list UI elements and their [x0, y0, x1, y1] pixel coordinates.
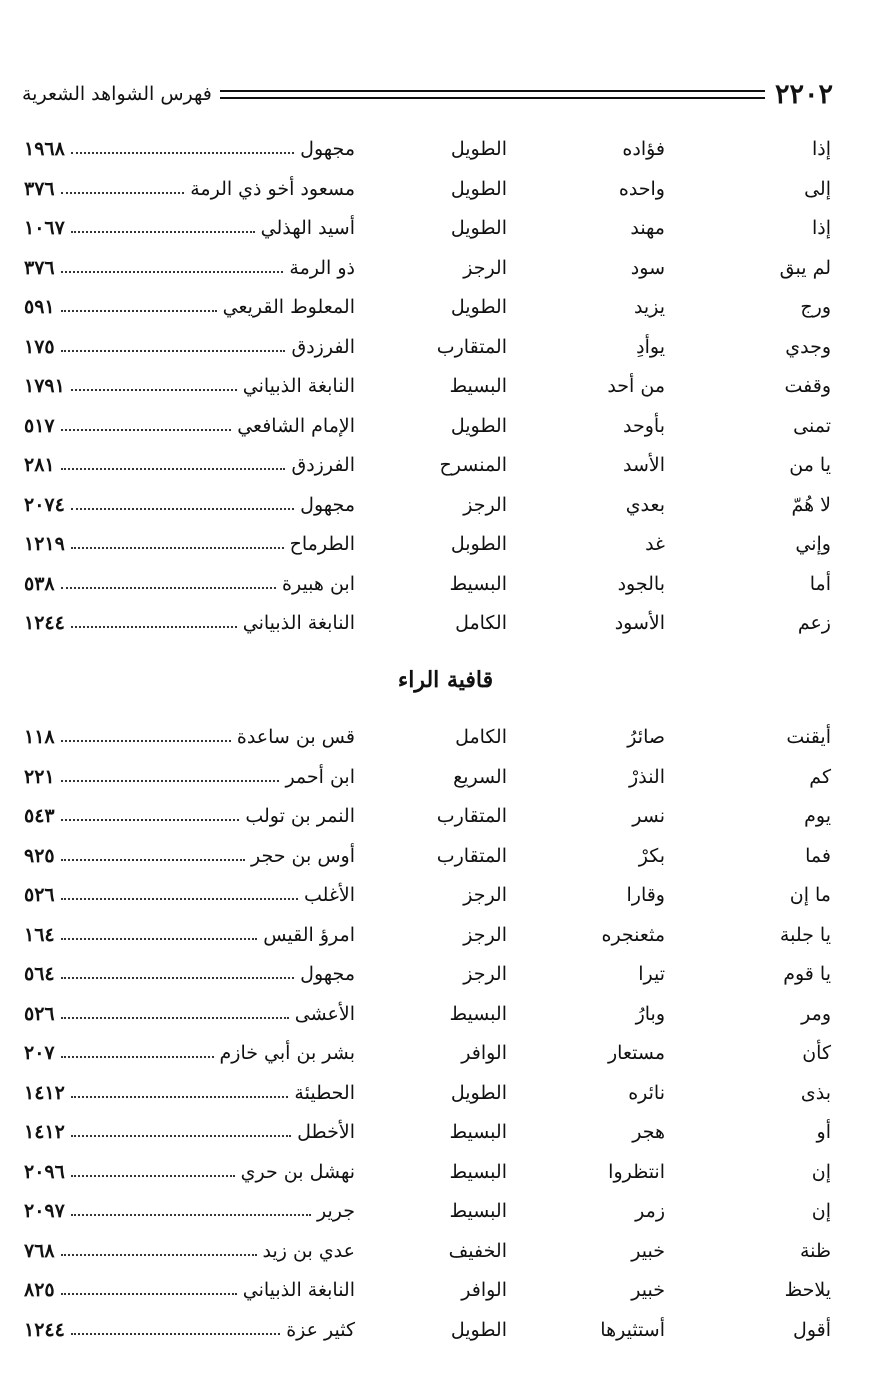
- poet-name: الفرزدق: [291, 335, 355, 358]
- rhyme-word: يوأدِ: [636, 335, 665, 358]
- page-reference: ٧٦٨: [24, 1239, 55, 1262]
- dot-leader: [61, 1254, 257, 1256]
- verse-opening-word: ومر: [801, 1002, 831, 1025]
- dot-leader: [71, 1175, 235, 1177]
- rhyme-word: النذرْ: [629, 765, 665, 788]
- dot-leader: [71, 626, 237, 628]
- index-entry: [0, 995, 891, 1033]
- rhyme-word: وبارُ: [635, 1002, 665, 1025]
- poet-name: قس بن ساعدة: [236, 726, 355, 748]
- page-reference: ٢٨١: [24, 454, 55, 476]
- poet-name: النابغة الذبياني: [242, 1279, 355, 1301]
- index-entry: [0, 1034, 891, 1072]
- dot-leader: [71, 231, 255, 233]
- poetic-meter: البسيط: [449, 572, 507, 595]
- rhyme-word: فؤاده: [622, 138, 665, 160]
- page-reference: ١٢٤٤: [24, 612, 65, 634]
- dot-leader: [61, 587, 276, 589]
- dot-leader: [61, 938, 258, 940]
- dot-leader: [61, 350, 286, 352]
- poetic-meter: المتقارب: [436, 805, 507, 827]
- poet-and-page: [24, 876, 355, 914]
- page-reference: ٣٧٦: [24, 177, 55, 200]
- poetic-meter: البسيط: [449, 375, 507, 397]
- poetic-meter: الطوبل: [450, 533, 507, 555]
- poetic-meter: البسيط: [449, 1002, 507, 1025]
- poetic-meter: الكامل: [455, 612, 507, 634]
- page-reference: ١٠٦٧: [24, 217, 65, 239]
- verse-opening-word: يا جلبة: [779, 923, 831, 946]
- page-reference: ٢٢١: [24, 765, 55, 788]
- verse-opening-word: أقول: [793, 1318, 831, 1341]
- page-reference: ١٢١٩: [24, 533, 65, 555]
- verse-opening-word: فما: [805, 844, 831, 867]
- poet-name: نهشل بن حري: [240, 1160, 355, 1183]
- header-rule: [220, 90, 765, 99]
- verse-opening-word: يا قوم: [783, 963, 831, 985]
- poetic-meter: الرجز: [463, 493, 507, 516]
- dot-leader: [71, 1135, 291, 1137]
- poet-name: أوس بن حجر: [251, 844, 355, 867]
- rhyme-word: مستعار: [608, 1042, 665, 1064]
- rhyme-word: بالجود: [617, 572, 665, 595]
- dot-leader: [61, 429, 232, 431]
- poet-and-page: [24, 367, 355, 405]
- poet-name: امرؤ القيس: [263, 923, 355, 946]
- rhyme-word: صائرُ: [627, 726, 665, 748]
- poet-name: الحطيئة: [294, 1081, 355, 1104]
- poetic-meter: الرجز: [463, 256, 507, 279]
- verse-opening-word: إن: [811, 1200, 831, 1222]
- index-entry: [0, 1311, 891, 1349]
- poetic-meter: الوافر: [461, 1042, 507, 1064]
- verse-opening-word: أما: [809, 572, 831, 595]
- poet-and-page: [24, 407, 355, 445]
- page-reference: ٢٠٩٦: [24, 1160, 65, 1183]
- verse-opening-word: يلاحظ: [784, 1279, 831, 1301]
- poet-name: الأغلب: [304, 884, 355, 906]
- dot-leader: [61, 740, 231, 742]
- poet-name: جرير: [317, 1200, 355, 1222]
- poet-and-page: [24, 1113, 355, 1151]
- dot-leader: [61, 898, 298, 900]
- poetic-meter: المتقارب: [436, 335, 507, 358]
- poet-name: مجهول: [300, 493, 355, 516]
- index-entry: [0, 758, 891, 796]
- poet-and-page: [24, 1232, 355, 1270]
- rhyme-word: بكرْ: [638, 844, 665, 867]
- index-entry: [0, 130, 891, 168]
- poet-name: النابغة الذبياني: [242, 375, 355, 397]
- page-reference: ٥٢٦: [24, 884, 55, 906]
- rhyme-word: سود: [630, 256, 665, 279]
- poet-and-page: [24, 1311, 355, 1349]
- dot-leader: [61, 1017, 289, 1019]
- poet-and-page: [24, 797, 355, 835]
- page-reference: ١٢٤٤: [24, 1318, 65, 1341]
- rhyme-word: مهند: [630, 217, 665, 239]
- page-reference: ٥٩١: [24, 296, 55, 318]
- verse-opening-word: لا هُمّ: [791, 493, 831, 516]
- poet-name: النابغة الذبياني: [242, 612, 355, 634]
- poetic-meter: الطويل: [450, 138, 507, 160]
- poet-name: الإمام الشافعي: [237, 414, 355, 437]
- dot-leader: [61, 310, 217, 312]
- page-reference: ٢٠٧٤: [24, 493, 65, 516]
- poet-and-page: [24, 130, 355, 168]
- poet-name: الأعشى: [294, 1002, 355, 1025]
- running-title: فهرس الشواهد الشعرية: [22, 83, 212, 105]
- verse-opening-word: وقفت: [784, 375, 831, 397]
- verse-opening-word: ما إن: [789, 884, 831, 906]
- rhyme-word: غد: [645, 533, 665, 555]
- index-entry: [0, 170, 891, 208]
- dot-leader: [71, 1214, 311, 1216]
- rhyme-word: أستثيرها: [600, 1318, 665, 1341]
- rhyme-word: من أحد: [607, 375, 665, 397]
- poet-name: الطرماح: [289, 533, 355, 555]
- section-title: قافية الراء: [397, 667, 494, 693]
- poet-and-page: [24, 1271, 355, 1309]
- poet-name: أسيد الهذلي: [260, 217, 355, 239]
- index-entry: [0, 565, 891, 603]
- poet-and-page: [24, 1153, 355, 1191]
- page-reference: ١١٨: [24, 726, 55, 748]
- verse-opening-word: كم: [809, 765, 831, 788]
- dot-leader: [71, 152, 294, 154]
- rhyme-word: وقارا: [626, 884, 665, 906]
- page-reference: ٥١٧: [24, 414, 55, 437]
- poet-and-page: [24, 565, 355, 603]
- poetic-meter: الطويل: [450, 177, 507, 200]
- index-entry: [0, 367, 891, 405]
- page-header: [22, 74, 833, 114]
- poetic-meter: البسيط: [449, 1121, 507, 1143]
- poetic-meter: المتقارب: [436, 844, 507, 867]
- index-entry: [0, 249, 891, 287]
- dot-leader: [61, 1293, 237, 1295]
- poetic-meter: السريع: [453, 765, 507, 788]
- dot-leader: [61, 468, 286, 470]
- page-reference: ١٤١٢: [24, 1081, 65, 1104]
- poetic-meter: الرجز: [463, 963, 507, 985]
- rhyme-word: يزيد: [633, 296, 665, 318]
- page-reference: ٨٢٥: [24, 1279, 55, 1301]
- index-entry: [0, 407, 891, 445]
- page-reference: ٥٤٣: [24, 805, 55, 827]
- poet-and-page: [24, 525, 355, 563]
- poet-name: ابن أحمر: [285, 765, 355, 788]
- verse-opening-word: ظنة: [799, 1239, 831, 1262]
- poet-and-page: [24, 995, 355, 1033]
- verse-opening-word: وإني: [795, 533, 831, 555]
- rhyme-word: تيرا: [638, 963, 665, 985]
- rhyme-word: نائره: [628, 1081, 665, 1104]
- poet-name: بشر بن أبي خازم: [219, 1042, 355, 1064]
- page-reference: ١٩٦٨: [24, 138, 65, 160]
- page-reference: ٢٠٩٧: [24, 1200, 65, 1222]
- poet-name: مسعود أخو ذي الرمة: [190, 177, 355, 200]
- poet-name: المعلوط القريعي: [222, 296, 355, 318]
- poet-and-page: [24, 328, 355, 366]
- poet-and-page: [24, 486, 355, 524]
- dot-leader: [61, 192, 185, 194]
- poet-and-page: [24, 249, 355, 287]
- verse-opening-word: وجدي: [785, 335, 831, 358]
- index-entry: [0, 718, 891, 756]
- page-reference: ٢٠٧: [24, 1042, 55, 1064]
- rhyme-word: واحده: [618, 177, 665, 200]
- rhyme-word: انتظروا: [608, 1160, 665, 1183]
- index-entry: [0, 916, 891, 954]
- dot-leader: [61, 977, 295, 979]
- poet-name: مجهول: [300, 963, 355, 985]
- dot-leader: [61, 859, 245, 861]
- page-reference: ١٧٩١: [24, 375, 65, 397]
- poet-name: عدي بن زيد: [262, 1239, 355, 1262]
- index-entry: [0, 525, 891, 563]
- dot-leader: [71, 547, 284, 549]
- rhyme-word: خبير: [631, 1279, 665, 1301]
- page-reference: ٥٦٤: [24, 963, 55, 985]
- verse-opening-word: زعم: [797, 612, 831, 634]
- rhyme-word: هجر: [632, 1121, 665, 1143]
- poet-and-page: [24, 916, 355, 954]
- poet-and-page: [24, 209, 355, 247]
- poet-name: النمر بن تولب: [245, 805, 355, 827]
- poet-and-page: [24, 1074, 355, 1112]
- rhyme-word: نسر: [632, 805, 665, 827]
- verse-opening-word: كأن: [802, 1042, 831, 1064]
- verse-opening-word: ورج: [800, 296, 831, 318]
- verse-opening-word: أيقنت: [786, 726, 831, 748]
- index-entry: [0, 797, 891, 835]
- page-reference: ١٧٥: [24, 335, 55, 358]
- poet-and-page: [24, 1034, 355, 1072]
- index-entry: [0, 1113, 891, 1151]
- poetic-meter: البسيط: [449, 1160, 507, 1183]
- poet-and-page: [24, 758, 355, 796]
- poet-and-page: [24, 446, 355, 484]
- dot-leader: [61, 271, 284, 273]
- poet-and-page: [24, 288, 355, 326]
- poet-name: الفرزدق: [291, 454, 355, 476]
- verse-opening-word: بذى: [800, 1081, 831, 1104]
- poet-name: ذو الرمة: [289, 256, 355, 279]
- index-entry: [0, 1232, 891, 1270]
- poetic-meter: الخفيف: [448, 1239, 507, 1262]
- index-entry: [0, 1271, 891, 1309]
- poetic-meter: الطويل: [450, 1081, 507, 1104]
- poetic-meter: الطويل: [450, 296, 507, 318]
- verse-opening-word: إلى: [804, 177, 831, 200]
- poet-and-page: [24, 604, 355, 642]
- page-reference: ٥٣٨: [24, 572, 55, 595]
- verse-opening-word: يوم: [804, 805, 831, 827]
- poet-and-page: [24, 718, 355, 756]
- page-reference: ٥٢٦: [24, 1002, 55, 1025]
- index-entry: [0, 446, 891, 484]
- verse-opening-word: يا من: [789, 454, 831, 476]
- index-entry: [0, 837, 891, 875]
- index-entry: [0, 876, 891, 914]
- poet-and-page: [24, 955, 355, 993]
- page-reference: ١٤١٢: [24, 1121, 65, 1143]
- page-reference: ٣٧٦: [24, 256, 55, 279]
- index-entry: [0, 288, 891, 326]
- index-entry: [0, 1192, 891, 1230]
- verse-opening-word: تمنى: [793, 414, 831, 437]
- dot-leader: [61, 819, 240, 821]
- dot-leader: [71, 389, 237, 391]
- verse-opening-word: إذا: [811, 138, 831, 160]
- index-entry: [0, 955, 891, 993]
- dot-leader: [71, 1333, 280, 1335]
- rhyme-word: بأوحد: [623, 414, 665, 437]
- verse-opening-word: إذا: [811, 217, 831, 239]
- index-entry: [0, 604, 891, 642]
- index-entry: [0, 1153, 891, 1191]
- rhyme-word: خبير: [631, 1239, 665, 1262]
- index-entry: [0, 1074, 891, 1112]
- poet-and-page: [24, 170, 355, 208]
- poet-name: ابن هبيرة: [282, 572, 355, 595]
- rhyme-word: مثعنجره: [601, 923, 665, 946]
- dot-leader: [61, 780, 280, 782]
- poetic-meter: المنسرح: [439, 454, 507, 476]
- rhyme-word: الأسد: [622, 454, 665, 476]
- verse-opening-word: لم يبق: [779, 256, 831, 279]
- poet-name: الأخطل: [297, 1121, 355, 1143]
- dot-leader: [71, 508, 294, 510]
- dot-leader: [61, 1056, 214, 1058]
- poetic-meter: البسيط: [449, 1200, 507, 1222]
- poet-name: كثير عزة: [286, 1318, 355, 1341]
- poet-name: مجهول: [300, 138, 355, 160]
- page-reference: ١٦٤: [24, 923, 55, 946]
- rhyme-word: زمر: [635, 1200, 665, 1222]
- verse-opening-word: إن: [811, 1160, 831, 1183]
- poetic-meter: الطويل: [450, 1318, 507, 1341]
- poetic-meter: الطويل: [450, 217, 507, 239]
- poetic-meter: الكامل: [455, 726, 507, 748]
- poetic-meter: الطويل: [450, 414, 507, 437]
- index-entry: [0, 486, 891, 524]
- poetic-meter: الوافر: [461, 1279, 507, 1301]
- verse-opening-word: أو: [816, 1121, 831, 1143]
- index-entry: [0, 209, 891, 247]
- page-reference: ٩٢٥: [24, 844, 55, 867]
- poetic-meter: الرجز: [463, 884, 507, 906]
- rhyme-word: بعدي: [625, 493, 665, 516]
- index-entry: [0, 328, 891, 366]
- poetic-meter: الرجز: [463, 923, 507, 946]
- dot-leader: [71, 1096, 289, 1098]
- page-number: ٢٢٠٢: [774, 78, 833, 110]
- poet-and-page: [24, 837, 355, 875]
- poet-and-page: [24, 1192, 355, 1230]
- rhyme-word: الأسود: [614, 612, 665, 634]
